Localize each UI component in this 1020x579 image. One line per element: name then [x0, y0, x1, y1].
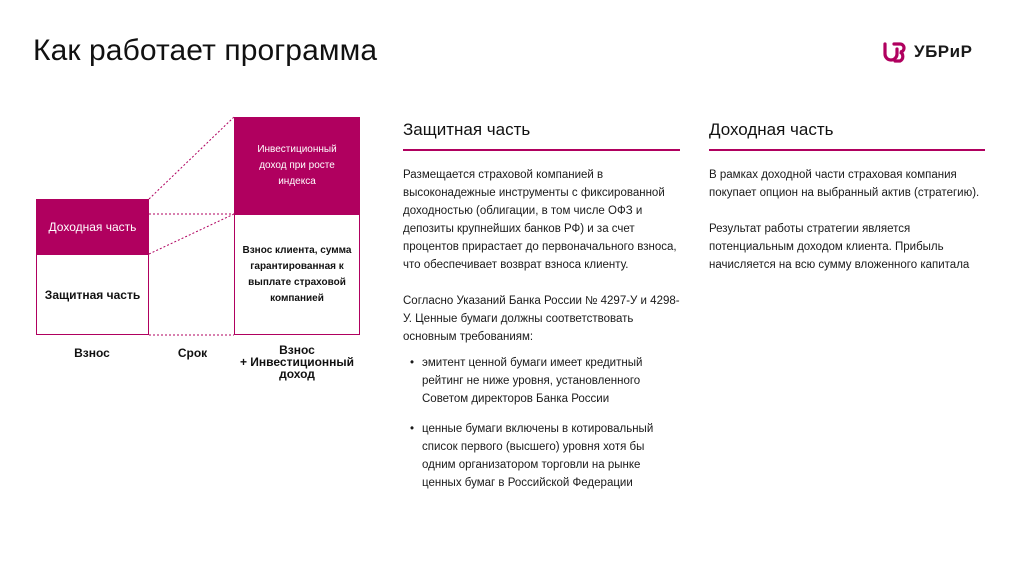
diagram-investment-income-block: Инвестиционный доход при росте индекса [234, 117, 360, 214]
protective-part-section [403, 120, 680, 504]
diagram-axis-label-contribution-plus-income: Взнос + Инвестиционный доход [239, 343, 355, 381]
protective-part-description: Размещается страховой компанией в высоконадежные инструменты с фиксированной доходностью (облигации, в том числе ОФЗ и депозиты крупнейших банков РФ) и за счет процентов прирастает до первоначального взноса, что обеспечивает возврат взноса клиенту. [403, 169, 677, 271]
page-title: Как работает программа [33, 34, 378, 67]
diagram-income-part-block: Доходная часть [36, 199, 149, 254]
list-item [403, 420, 680, 492]
income-part-description: В рамках доходной части страховая компания покупает опцион на выбранный актив (стратегию). [709, 169, 980, 199]
brand-logo-text: УБРиР [914, 42, 973, 61]
bank-requirements-intro: Согласно Указаний Банка России № 4297-У и 4298-У. Ценные бумаги должны соответствовать основным требованиям: [403, 295, 680, 343]
diagram-axis-label-term: Срок [177, 346, 208, 360]
strategy-result-description: Результат работы стратегии является потенциальным доходом клиента. Прибыль начисляется на всю сумму вложенного капитала [709, 223, 970, 271]
diagram-client-contribution-block: Взнос клиента, сумма гарантированная к выплате страховой компанией [234, 214, 360, 335]
diagram-protective-part-block: Защитная часть [36, 254, 149, 335]
bullet-icon: • [410, 423, 415, 435]
diagram-axis-label-contribution: Взнос [74, 346, 110, 360]
income-part-section [709, 120, 985, 274]
requirement-text: ценные бумаги включены в котировальный список первого (высшего) уровня хотя бы одним организатором торговли на рынке ценных бумаг в Российской Федерации [422, 423, 654, 489]
brand-logo [882, 40, 972, 64]
insurance-diagram [0, 0, 380, 400]
list-item [403, 354, 680, 408]
income-part-heading: Доходная часть [709, 120, 985, 151]
bullet-icon: • [410, 357, 415, 369]
requirements-list [403, 354, 680, 492]
protective-part-heading: Защитная часть [403, 120, 680, 151]
brand-logo-icon [882, 41, 908, 63]
requirement-text: эмитент ценной бумаги имеет кредитный рейтинг не ниже уровня, установленного Советом директоров Банка России [422, 357, 643, 405]
